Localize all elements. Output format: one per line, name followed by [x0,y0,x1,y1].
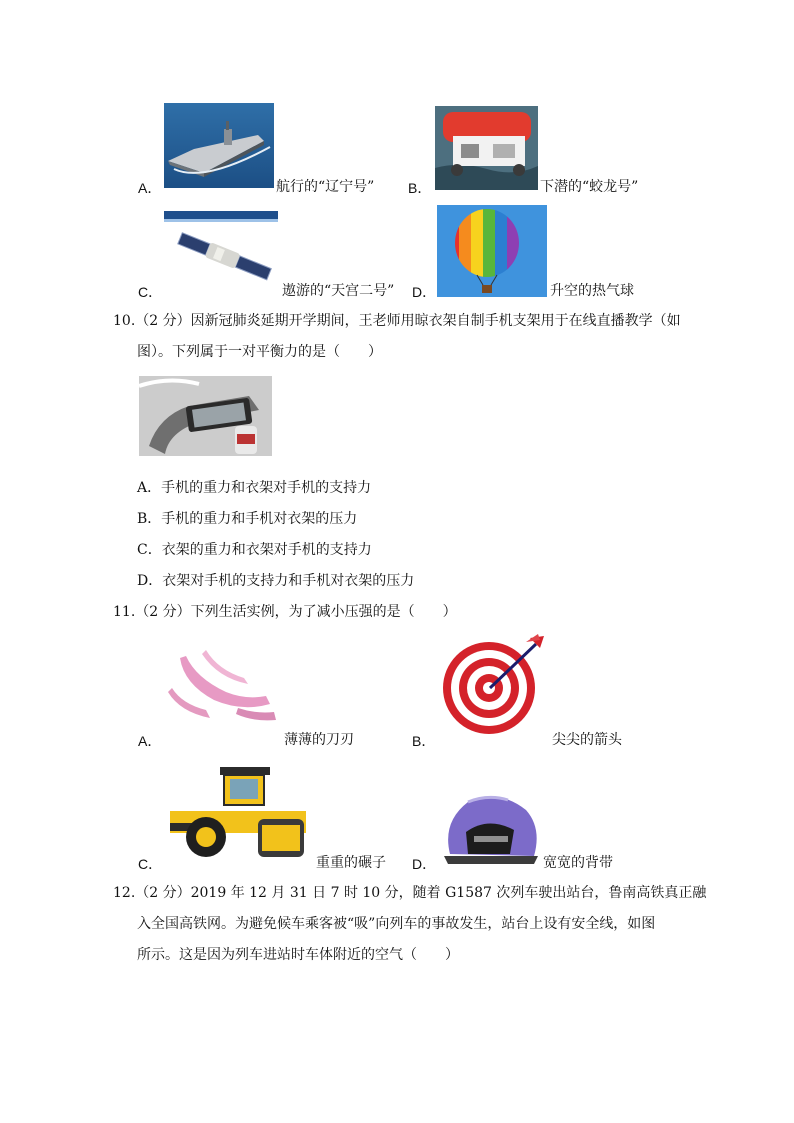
option-text: 下潜的“蛟龙号” [540,179,639,195]
thin-blade-image [166,648,282,724]
space-station-image [164,211,278,293]
phone-holder-image [139,376,272,456]
option-letter: C． [138,284,163,300]
option-letter: C． [138,856,163,872]
question-10-stem-line1: 10.（2 分）因新冠肺炎延期开学期间，王老师用晾衣架自制手机支架用于在线直播教学（如 [113,313,681,329]
option-text: 薄薄的刀刃 [284,732,354,748]
question-10-option-a: A．手机的重力和衣架对手机的支持力 [137,480,372,496]
option-letter: A． [138,733,162,749]
hot-air-balloon-image [437,205,547,297]
question-10-option-b: B．手机的重力和手机对衣架的压力 [137,511,358,527]
option-letter: D． [412,856,437,872]
submersible-image [435,106,538,190]
option-text: 重重的碾子 [316,855,386,871]
question-12-stem-line3: 所示。这是因为列车进站时车体附近的空气（ ） [137,947,459,963]
question-10-stem-line2: 图）。下列属于一对平衡力的是（ ） [137,344,382,360]
aircraft-carrier-image [164,103,274,188]
option-letter: D． [412,284,437,300]
backpack-image [438,792,544,868]
question-10-option-c: C．衣架的重力和衣架对手机的支持力 [137,542,372,558]
road-roller-image [166,763,312,861]
option-text: 遨游的“天宫二号” [282,283,395,299]
option-letter: A． [138,180,162,196]
question-11-stem: 11.（2 分）下列生活实例，为了减小压强的是（ ） [113,604,457,620]
target-arrow-image [440,634,548,734]
option-text: 升空的热气球 [550,283,634,299]
option-letter: B． [408,180,432,196]
option-text: 宽宽的背带 [543,855,613,871]
question-12-stem-line2: 入全国高铁网。为避免候车乘客被“吸”向列车的事故发生，站台上设有安全线，如图 [137,916,656,932]
question-12-stem-line1: 12.（2 分）2019 年 12 月 31 日 7 时 10 分，随着 G1587 次列车驶出站台，鲁南高铁真正融 [113,885,707,901]
option-text: 航行的“辽宁号” [276,179,375,195]
question-10-option-d: D．衣架对手机的支持力和手机对衣架的压力 [137,573,415,589]
option-letter: B． [412,733,436,749]
option-text: 尖尖的箭头 [552,732,622,748]
